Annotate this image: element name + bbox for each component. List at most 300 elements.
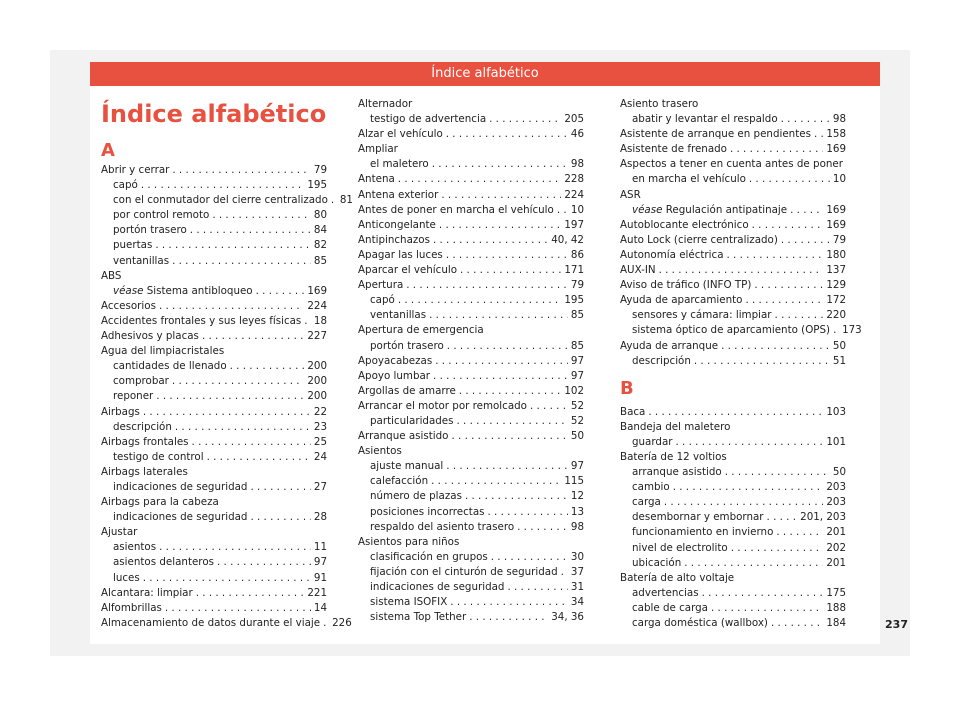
index-page-reference: 224	[564, 188, 584, 201]
index-subentry	[101, 374, 327, 389]
index-subentry	[358, 157, 584, 172]
dot-leader	[702, 586, 824, 601]
index-entry-heading: Bandeja del maletero	[620, 420, 731, 433]
index-entry-label: Anticongelante	[358, 218, 436, 231]
index-page-reference: 31	[570, 581, 584, 593]
index-page-reference: 115	[564, 475, 584, 488]
index-page-reference: 80	[313, 209, 327, 222]
index-entry-label: cable de carga	[632, 601, 708, 614]
index-entry-label: posiciones incorrectas	[370, 505, 485, 518]
index-entry	[620, 218, 846, 233]
dot-leader	[517, 520, 568, 535]
index-entry	[620, 263, 846, 278]
dot-leader	[155, 238, 311, 253]
index-entry-label: indicaciones de seguridad	[113, 480, 248, 493]
index-entry	[620, 233, 846, 248]
index-entry-label: por control remoto	[113, 209, 210, 222]
index-column-3	[620, 97, 862, 631]
index-entry	[358, 188, 584, 203]
index-entry-label: calefacción	[370, 475, 429, 488]
index-page-reference: 10	[570, 203, 584, 216]
dot-leader	[465, 489, 568, 504]
index-entry-label: particularidades	[370, 414, 454, 427]
index-entry-label: Baca	[620, 405, 646, 418]
index-subentry	[358, 565, 584, 580]
index-page-reference: 12	[570, 490, 584, 503]
dot-leader	[814, 127, 823, 142]
dot-leader	[507, 580, 567, 595]
index-subentry	[101, 450, 327, 465]
dot-leader	[446, 459, 568, 474]
index-page-reference: 52	[570, 399, 584, 412]
dot-leader	[159, 540, 311, 555]
index-page-reference: 40, 42	[551, 233, 584, 246]
dot-leader	[676, 435, 824, 450]
dot-leader	[256, 284, 305, 299]
dot-leader	[530, 399, 568, 414]
see-reference-label: véase	[113, 284, 144, 297]
index-entry-heading: Apertura de emergencia	[358, 324, 484, 337]
dot-leader	[459, 384, 562, 399]
see-reference-label: véase	[632, 203, 663, 216]
index-entry-label: asientos	[113, 541, 157, 554]
index-page-reference: 97	[570, 354, 584, 367]
index-subentry	[358, 610, 584, 625]
index-entry-heading: Batería de alto voltaje	[620, 571, 735, 584]
index-entry-label: testigo de control	[113, 450, 204, 463]
dot-leader	[175, 420, 311, 435]
index-subentry	[101, 223, 327, 238]
index-entry-heading: Ajustar	[101, 526, 138, 539]
index-page-reference: 97	[570, 369, 584, 382]
dot-leader	[781, 233, 830, 248]
index-entry-label: fijación con el cinturón de seguridad	[370, 565, 558, 578]
index-subentry	[101, 193, 353, 208]
dot-leader	[721, 339, 830, 354]
index-entry-label: portón trasero	[370, 339, 444, 352]
dot-leader	[711, 601, 823, 616]
index-page-reference: 98	[832, 113, 846, 126]
index-page-reference: 50	[570, 430, 584, 443]
index-page-reference: 85	[570, 339, 584, 352]
dot-leader	[159, 299, 304, 314]
index-subentry	[101, 284, 327, 299]
index-page-reference: 171	[564, 264, 584, 277]
index-entry	[620, 142, 846, 157]
index-subentry	[358, 580, 584, 595]
dot-leader	[250, 510, 310, 525]
index-page-reference: 22	[313, 405, 327, 418]
index-subentry	[358, 414, 584, 429]
index-column-1	[101, 139, 353, 631]
index-subentry	[620, 354, 846, 369]
index-page-reference: 82	[313, 239, 327, 252]
index-entry-heading: Airbags laterales	[101, 465, 188, 478]
dot-leader	[489, 112, 561, 127]
dot-leader	[190, 223, 311, 238]
page-number: 237	[885, 618, 908, 631]
index-subentry	[101, 480, 327, 495]
index-entry-label: advertencias	[632, 586, 699, 599]
dot-leader	[331, 193, 337, 208]
index-subentry	[358, 505, 584, 520]
index-entry-label: Sistema antibloqueo	[146, 284, 253, 297]
index-entry	[358, 172, 584, 187]
dot-leader	[659, 263, 824, 278]
index-entry-label: Ayuda de aparcamiento	[620, 294, 743, 307]
dot-leader	[439, 218, 561, 233]
index-entry-label: asientos delanteros	[113, 556, 214, 569]
index-entry-label: Autoblocante electrónico	[620, 218, 749, 231]
index-entry-heading: Asientos para niños	[358, 535, 460, 548]
index-entry-label: Apagar las luces	[358, 248, 443, 261]
dot-leader	[143, 405, 311, 420]
index-entry-label: Adhesivos y placas	[101, 330, 199, 343]
dot-leader	[446, 127, 568, 142]
index-entry-text	[632, 203, 787, 218]
index-subentry	[358, 293, 584, 308]
index-page-reference: 201, 203	[800, 511, 846, 524]
dot-leader	[775, 308, 824, 323]
dot-leader	[304, 314, 311, 329]
index-page-reference: 98	[570, 520, 584, 533]
dot-leader	[776, 525, 823, 540]
index-page-reference: 86	[570, 248, 584, 261]
dot-leader	[447, 339, 568, 354]
index-entry-label: Airbags frontales	[101, 435, 189, 448]
dot-leader	[664, 495, 823, 510]
index-page-reference: 79	[313, 164, 327, 176]
dot-leader	[172, 254, 311, 269]
dot-leader	[561, 565, 568, 580]
index-page-reference: 24	[313, 450, 327, 463]
index-subentry	[620, 465, 846, 480]
index-entry-label: Asistente de frenado	[620, 143, 727, 156]
index-entry-heading: Ampliar	[358, 143, 398, 156]
dot-leader	[469, 610, 548, 625]
index-page-reference: 50	[832, 466, 846, 479]
dot-leader	[172, 163, 311, 178]
index-entry-label: Apoyacabezas	[358, 354, 433, 367]
dot-leader	[431, 474, 561, 489]
index-page-reference: 23	[313, 420, 327, 433]
index-subentry	[101, 571, 327, 586]
index-page-reference: 205	[564, 113, 584, 126]
index-entry-label: guardar	[632, 435, 673, 448]
index-subentry	[101, 208, 327, 223]
index-entry-label: luces	[113, 571, 140, 584]
index-page-reference: 172	[826, 294, 846, 307]
index-subentry	[620, 556, 846, 571]
dot-leader	[141, 178, 305, 193]
dot-leader	[398, 293, 562, 308]
index-entry-label: cantidades de llenado	[113, 360, 227, 373]
index-page-reference: 103	[826, 405, 846, 418]
index-entry-label: descripción	[632, 354, 691, 367]
index-entry	[620, 127, 846, 142]
index-entry-label: sistema Top Tether	[370, 611, 467, 624]
index-page-reference: 25	[313, 435, 327, 448]
index-entry-label: Ayuda de arranque	[620, 339, 719, 352]
index-entry-label: cambio	[632, 481, 670, 494]
index-entry-label: reponer	[113, 390, 154, 403]
index-page-reference: 50	[832, 339, 846, 352]
index-entry-label: clasificación en grupos	[370, 550, 488, 563]
index-entry	[101, 616, 352, 631]
index-entry-heading: ASR	[620, 188, 641, 201]
index-page-reference: 85	[313, 254, 327, 267]
index-page-reference: 200	[307, 390, 327, 403]
index-entry-label: Apertura	[358, 279, 404, 292]
dot-leader	[192, 435, 311, 450]
index-page-reference: 201	[826, 526, 846, 539]
index-entry-label: carga doméstica (wallbox)	[632, 617, 768, 629]
index-entry	[358, 233, 584, 248]
index-page-reference: 169	[826, 218, 846, 231]
index-entry	[101, 405, 327, 420]
index-entry-heading: Agua del limpiacristales	[101, 345, 225, 358]
index-subentry	[101, 389, 327, 404]
index-entry-label: AUX-IN	[620, 264, 656, 277]
index-subentry	[620, 616, 846, 631]
index-page-reference: 28	[313, 511, 327, 524]
index-entry-label: Auto Lock (cierre centralizado)	[620, 233, 778, 246]
index-entry	[620, 278, 846, 293]
index-page-reference: 102	[564, 384, 584, 397]
index-entry-label: arranque asistido	[632, 466, 722, 479]
index-entry-label: Antena exterior	[358, 188, 439, 201]
index-entry-label: comprobar	[113, 375, 169, 388]
index-entry-heading: Asiento trasero	[620, 98, 699, 110]
index-page-reference: 173	[842, 324, 862, 337]
index-page-reference: 195	[564, 294, 584, 307]
dot-leader	[730, 142, 823, 157]
index-entry-label: Arranque asistido	[358, 430, 449, 443]
dot-leader	[230, 359, 305, 374]
index-entry	[101, 329, 327, 344]
index-entry-label: capó	[113, 179, 138, 192]
index-subentry	[620, 495, 846, 510]
index-page-reference: 13	[570, 505, 584, 518]
index-subentry	[101, 178, 327, 193]
index-page-reference: 27	[313, 480, 327, 493]
index-entry-label: indicaciones de seguridad	[370, 581, 505, 593]
index-entry	[620, 405, 846, 420]
dot-leader	[217, 555, 311, 570]
index-page-reference: 228	[564, 173, 584, 186]
index-subentry	[358, 474, 584, 489]
index-entry-label: Apoyo lumbar	[358, 369, 431, 382]
index-entry	[358, 203, 584, 218]
index-entry-label: Antes de poner en marcha el vehículo	[358, 203, 554, 216]
index-entry-label: Aviso de tráfico (INFO TP)	[620, 279, 752, 292]
index-entry	[620, 339, 846, 354]
index-entry-label: ajuste manual	[370, 460, 444, 473]
index-entry-text	[113, 284, 253, 299]
index-entry	[358, 127, 584, 142]
index-entry-label: carga	[632, 496, 661, 509]
index-entry-label: puertas	[113, 239, 153, 252]
dot-leader	[165, 601, 311, 616]
dot-leader	[491, 550, 568, 565]
dot-leader	[429, 308, 568, 323]
index-page-reference: 195	[307, 179, 327, 192]
index-entry	[101, 299, 327, 314]
index-page-reference: 197	[564, 218, 584, 231]
index-subentry	[620, 601, 846, 616]
index-entry-label: portón trasero	[113, 224, 187, 237]
index-entry-label: Almacenamiento de datos durante el viaje	[101, 616, 321, 629]
index-page-reference: 175	[826, 586, 846, 599]
index-entry	[101, 435, 327, 450]
index-entry	[101, 586, 327, 601]
index-entry	[358, 248, 584, 263]
dot-leader	[754, 278, 823, 293]
dot-leader	[156, 389, 304, 404]
index-page-reference: 169	[307, 284, 327, 297]
index-subentry	[620, 323, 862, 338]
index-entry-label: Aparcar el vehículo	[358, 264, 458, 277]
dot-leader	[745, 293, 823, 308]
index-subentry	[101, 254, 327, 269]
index-page-reference: 98	[570, 158, 584, 171]
page-title: Índice alfabético	[101, 100, 327, 128]
dot-leader	[781, 112, 830, 127]
index-letter-heading: A	[101, 140, 115, 161]
index-page-reference: 97	[313, 556, 327, 569]
index-entry-label: funcionamiento en invierno	[632, 526, 774, 539]
index-entry-label: Asistente de arranque en pendientes	[620, 128, 811, 141]
index-subentry	[101, 555, 327, 570]
dot-leader	[398, 172, 562, 187]
index-page-reference: 129	[826, 279, 846, 292]
dot-leader	[457, 414, 568, 429]
index-page-reference: 203	[826, 496, 846, 509]
index-page-reference: 201	[826, 556, 846, 569]
dot-leader	[406, 278, 568, 293]
index-page-reference: 203	[826, 481, 846, 494]
index-page-reference: 180	[826, 248, 846, 261]
index-entry-label: desembornar y embornar	[632, 511, 764, 524]
index-entry-label: Antipinchazos	[358, 233, 430, 246]
index-page-reference: 37	[570, 565, 584, 578]
index-subentry	[358, 459, 584, 474]
index-entry-label: nivel de electrolito	[632, 541, 728, 554]
index-subentry	[620, 203, 846, 218]
index-entry-label: testigo de advertencia	[370, 113, 487, 126]
dot-leader	[725, 465, 830, 480]
dot-leader	[790, 203, 823, 218]
index-entry-label: con el conmutador del cierre centralizado	[113, 194, 328, 207]
index-entry	[358, 354, 584, 369]
index-page-reference: 51	[832, 354, 846, 367]
index-subentry	[620, 510, 846, 525]
index-entry-label: sensores y cámara: limpiar	[632, 309, 772, 322]
index-subentry	[101, 420, 327, 435]
index-subentry	[358, 308, 584, 323]
index-entry-label: Antena	[358, 173, 395, 186]
index-entry	[101, 601, 327, 616]
dot-leader	[694, 354, 830, 369]
index-page-reference: 79	[832, 233, 846, 246]
index-subentry	[620, 525, 846, 540]
dot-leader	[450, 595, 568, 610]
index-entry	[358, 278, 584, 293]
index-page-reference: 52	[570, 414, 584, 427]
index-entry	[620, 293, 846, 308]
dot-leader	[767, 510, 798, 525]
index-page-reference: 84	[313, 224, 327, 237]
index-entry-label: Regulación antipatinaje	[665, 203, 788, 216]
index-entry-label: indicaciones de seguridad	[113, 511, 248, 524]
index-subentry	[358, 595, 584, 610]
index-column-2	[358, 97, 584, 625]
index-entry-label: abatir y levantar el respaldo	[632, 113, 778, 126]
index-page-reference: 184	[826, 617, 846, 629]
dot-leader	[196, 586, 305, 601]
index-entry-label: respaldo del asiento trasero	[370, 520, 515, 533]
index-page-reference: 11	[313, 541, 327, 554]
index-page-reference: 169	[826, 143, 846, 156]
index-entry	[358, 429, 584, 444]
index-subentry	[620, 172, 846, 187]
dot-leader	[451, 429, 567, 444]
index-page-reference: 81	[339, 194, 353, 207]
index-entry-label: Accesorios	[101, 299, 156, 312]
dot-leader	[207, 450, 311, 465]
index-page-reference: 46	[570, 128, 584, 141]
dot-leader	[212, 208, 311, 223]
index-entry-label: Alzar el vehículo	[358, 128, 443, 141]
index-entry-label: sistema óptico de aparcamiento (OPS)	[632, 324, 831, 337]
dot-leader	[488, 505, 568, 520]
index-page-reference: 221	[307, 586, 327, 599]
index-page-reference: 18	[313, 314, 327, 327]
dot-leader	[323, 616, 329, 631]
dot-leader	[433, 233, 548, 248]
dot-leader	[432, 157, 568, 172]
dot-leader	[460, 263, 561, 278]
dot-leader	[752, 218, 824, 233]
index-page-reference: 220	[826, 309, 846, 322]
index-entry-label: descripción	[113, 420, 172, 433]
dot-leader	[433, 369, 568, 384]
index-subentry	[620, 112, 846, 127]
dot-leader	[250, 480, 310, 495]
index-page-reference: 30	[570, 550, 584, 563]
index-page-reference: 101	[826, 435, 846, 448]
index-subentry	[101, 359, 327, 374]
index-page-reference: 202	[826, 541, 846, 554]
dot-leader	[684, 556, 823, 571]
dot-leader	[435, 354, 568, 369]
index-page-reference: 227	[307, 330, 327, 343]
index-entry	[358, 263, 584, 278]
index-page-reference: 34	[570, 596, 584, 609]
index-page-reference: 85	[570, 309, 584, 322]
dot-leader	[749, 172, 830, 187]
index-subentry	[620, 308, 846, 323]
index-subentry	[358, 112, 584, 127]
dot-leader	[172, 374, 304, 389]
index-entry-heading: Alternador	[358, 98, 413, 110]
dot-leader	[731, 541, 824, 556]
index-page-reference: 34, 36	[551, 611, 584, 624]
index-subentry	[358, 489, 584, 504]
index-entry-label: número de plazas	[370, 490, 462, 503]
index-entry-label: ventanillas	[113, 254, 170, 267]
index-subentry	[358, 550, 584, 565]
